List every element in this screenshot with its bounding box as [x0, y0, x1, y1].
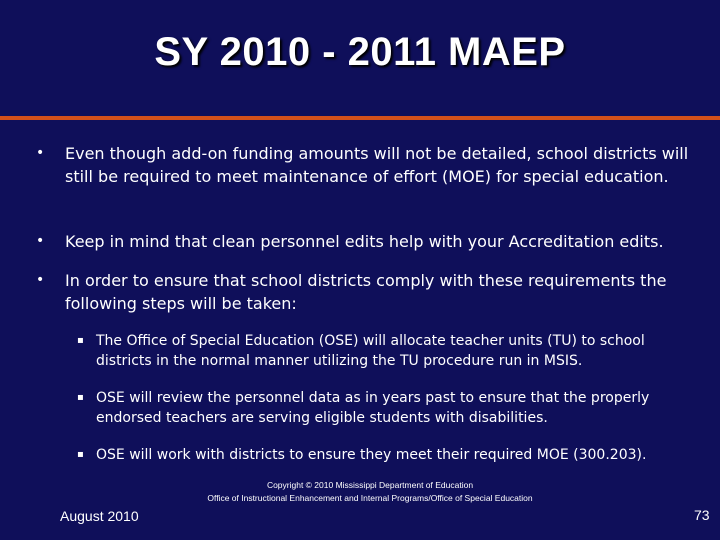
sub-bullet-marker: ▪: [77, 392, 84, 403]
slide-title: SY 2010 - 2011 MAEP: [154, 30, 566, 74]
sub-bullet-text: OSE will review the personnel data as in years past to ensure that the properly endorsed teachers are serving eligible students with disabilities.: [96, 390, 650, 426]
footer-date: August 2010: [60, 508, 139, 524]
sub-bullet-marker: ▪: [77, 335, 84, 346]
bullet-marker: •: [36, 145, 45, 161]
page-number: 73: [694, 507, 710, 523]
copyright-line: Copyright © 2010 Mississippi Department of Education: [266, 480, 474, 490]
bullet-text: Keep in mind that clean personnel edits help with your Accreditation edits.: [65, 232, 664, 251]
bullet-text: Even though add-on funding amounts will not be detailed, school districts will still be required to meet maintenance of effort (MOE) for special education.: [65, 144, 689, 186]
bullet-marker: •: [36, 272, 45, 288]
bullet-marker: •: [36, 233, 45, 249]
bullet-text: In order to ensure that school districts comply with these requirements the following steps will be taken:: [65, 271, 667, 313]
footer-copyright: [200, 479, 540, 505]
sub-bullet-text: OSE will work with districts to ensure they meet their required MOE (300.203).: [96, 447, 647, 463]
sub-bullet-text: The Office of Special Education (OSE) will allocate teacher units (TU) to school districts in the normal manner utilizing the TU procedure run in MSIS.: [96, 333, 645, 369]
department-line: Office of Instructional Enhancement and Internal Programs/Office of Special Education: [207, 493, 533, 503]
slide-footer: [0, 476, 720, 536]
sub-bullet-marker: ▪: [77, 449, 84, 460]
title-divider: [0, 116, 720, 120]
